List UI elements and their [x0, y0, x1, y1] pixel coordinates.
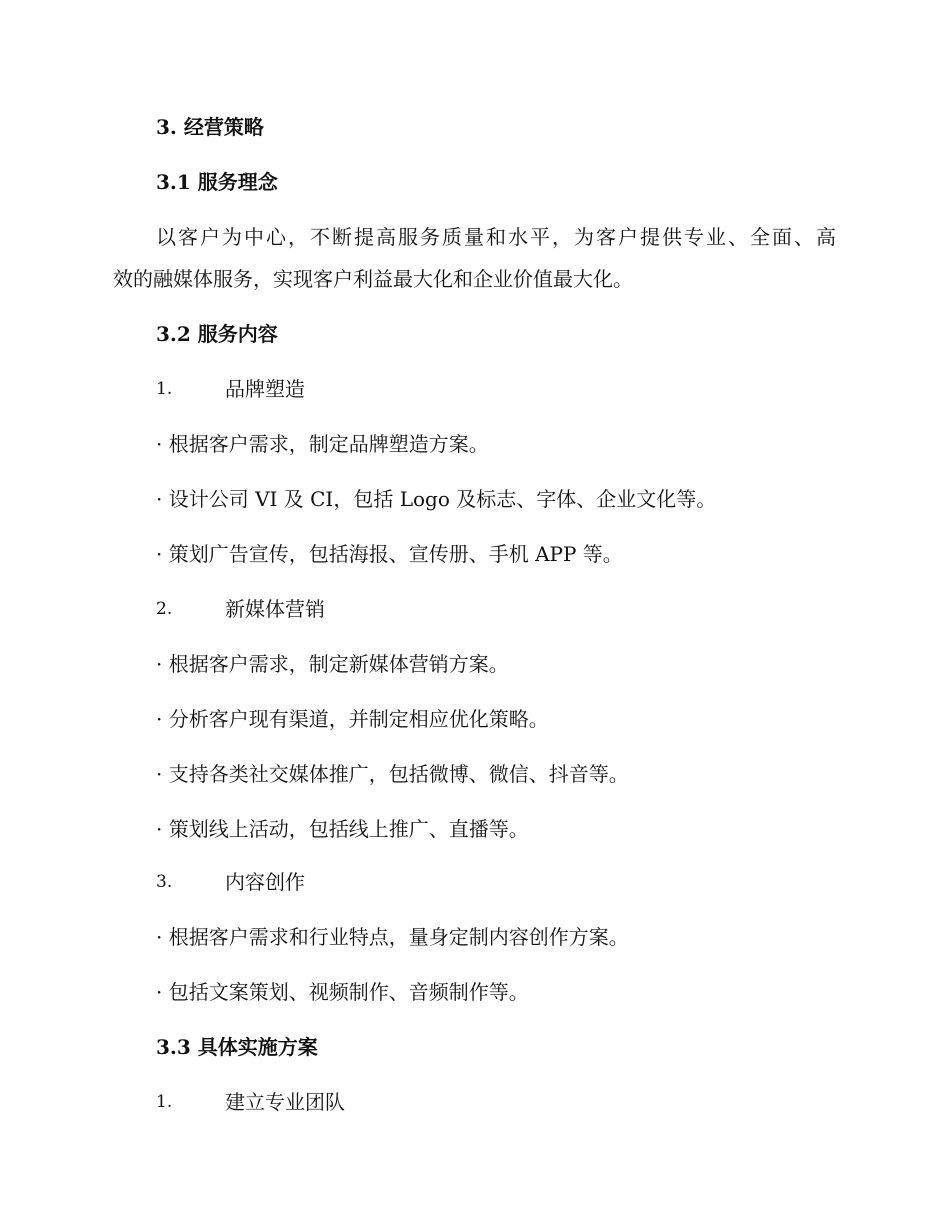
subsection-heading-3-2: 3.2 服务内容	[156, 322, 278, 346]
bullet-item: · 根据客户需求，制定品牌塑造方案。	[156, 432, 489, 456]
item-label: 新媒体营销	[225, 597, 325, 621]
bullet-item: · 分析客户现有渠道，并制定相应优化策略。	[156, 707, 549, 731]
bullet-item: · 策划广告宣传，包括海报、宣传册、手机 APP 等。	[156, 542, 623, 566]
item-label: 内容创作	[225, 870, 305, 894]
subsection-heading-3-1: 3.1 服务理念	[156, 170, 278, 194]
bullet-item: · 根据客户需求和行业特点，量身定制内容创作方案。	[156, 925, 629, 949]
item-number: 2.	[156, 599, 173, 619]
paragraph-line-2: 效的融媒体服务，实现客户利益最大化和企业价值最大化。	[113, 267, 633, 291]
bullet-item: · 支持各类社交媒体推广，包括微博、微信、抖音等。	[156, 762, 629, 786]
item-number: 1.	[156, 379, 173, 399]
bullet-item: · 设计公司 VI 及 CI，包括 Logo 及标志、字体、企业文化等。	[156, 487, 717, 511]
bullet-item: · 根据客户需求，制定新媒体营销方案。	[156, 652, 509, 676]
bullet-item: · 包括文案策划、视频制作、音频制作等。	[156, 980, 529, 1004]
item-number: 1.	[156, 1092, 173, 1112]
subsection-heading-3-3: 3.3 具体实施方案	[156, 1035, 318, 1059]
paragraph-line-1: 以客户为中心，不断提高服务质量和水平，为客户提供专业、全面、高	[156, 225, 836, 249]
item-number: 3.	[156, 872, 173, 892]
item-label: 品牌塑造	[225, 377, 305, 401]
section-heading: 3. 经营策略	[156, 115, 264, 139]
bullet-item: · 策划线上活动，包括线上推广、直播等。	[156, 817, 529, 841]
item-label: 建立专业团队	[225, 1090, 345, 1114]
